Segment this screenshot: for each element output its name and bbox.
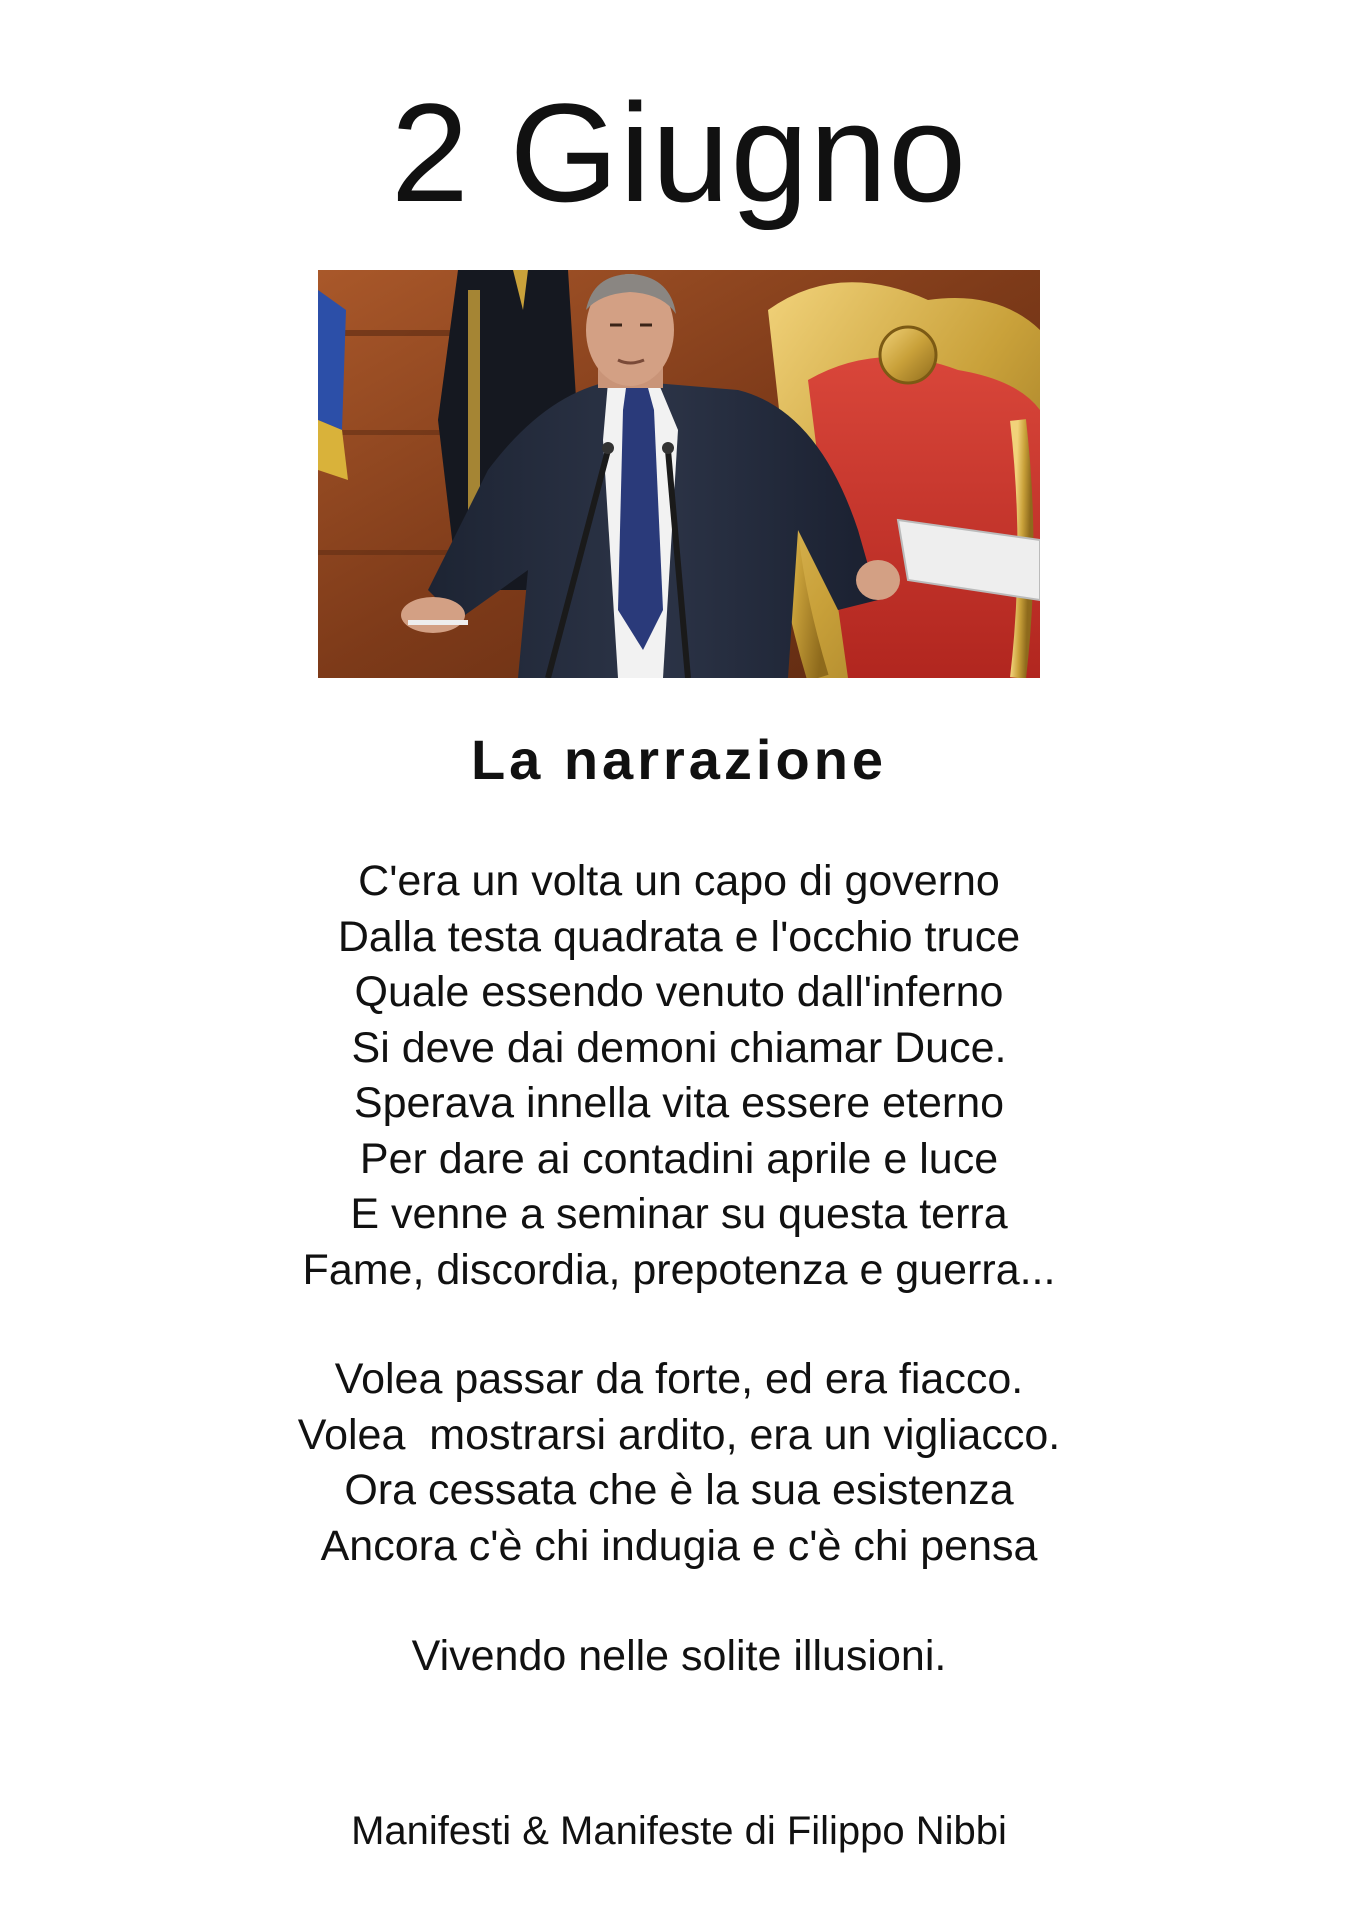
stanza-3 (0, 1629, 1358, 1685)
verse-line: Quale essendo venuto dall'inferno (354, 968, 1004, 1016)
verse-line: Per dare ai contadini aprile e luce (359, 1134, 999, 1183)
poster-title: 2 Giugno (390, 74, 968, 231)
stanza-2 (0, 1352, 1358, 1574)
speaker-at-podium-illustration (318, 270, 1040, 678)
verse-line: Ora cessata che è la sua esistenza (344, 1466, 1014, 1514)
stanza-1 (0, 854, 1358, 1298)
verse-line: Fame, discordia, prepotenza e guerra... (302, 1245, 1056, 1294)
verse-line: Dalla testa quadrata e l'occhio truce (337, 912, 1021, 961)
verse-line: Volea mostrarsi ardito, era un vigliacco. (297, 1410, 1061, 1459)
verse-line: Sperava innella vita essere eterno (353, 1079, 1005, 1127)
poem-title: La narrazione (470, 728, 888, 791)
author-credit: Manifesti & Manifeste di Filippo Nibbi (351, 1809, 1007, 1853)
speaker-photo (318, 270, 1040, 678)
verse-line: C'era un volta un capo di governo (358, 857, 1000, 905)
verse-line: Si deve dai demoni chiamar Duce. (351, 1023, 1007, 1072)
verse-line: Ancora c'è chi indugia e c'è chi pensa (320, 1521, 1038, 1570)
verse-line: Vivendo nelle solite illusioni. (411, 1632, 947, 1680)
verse-line: E venne a seminar su questa terra (350, 1190, 1008, 1238)
verse-line: Volea passar da forte, ed era fiacco. (334, 1355, 1024, 1403)
